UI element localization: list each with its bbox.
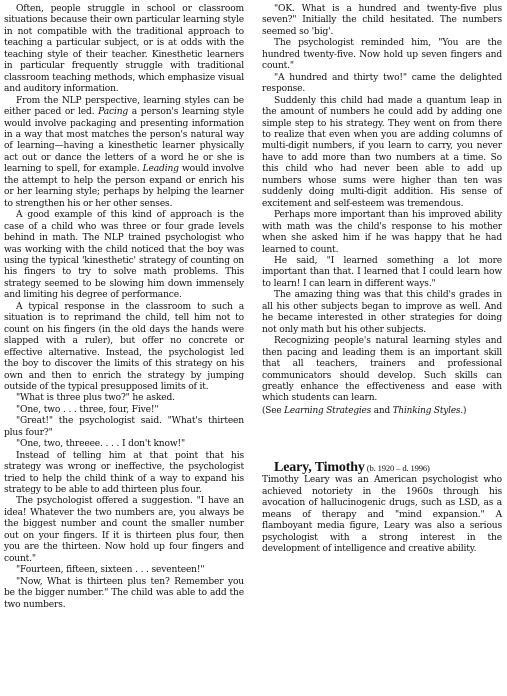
- paragraph-text: a person's learning style would involve packaging and presenting information in a way that most matches the person's natural way of learning—having a kinesthetic learner physically act out or dance the letters of a word he or she is learning to spell, for example.: [4, 107, 244, 175]
- paragraph: The amazing thing was that this child's grades in all his other subjects began to improve as well. And he became interested in other strategies for doing not only math but his other subjects.: [262, 290, 502, 335]
- paragraph: Recognizing people's natural learning styles and then pacing and leading them is an important skill that all teachers, trainers and professional communicators should develop. Such skills can greatly enhance the effectiveness and ease with which students can learn.: [262, 336, 502, 404]
- paragraph: The psychologist reminded him, "You are the hundred twenty-five. Now hold up seven fingers and count.": [262, 38, 502, 72]
- see-also-connector: and: [371, 405, 393, 416]
- left-text-column: [4, 4, 244, 611]
- dialogue-line: "A hundred and thirty two!" came the delighted response.: [262, 72, 502, 95]
- see-also-reference: [262, 406, 502, 417]
- paragraph: [4, 96, 244, 211]
- right-text-column: [262, 4, 502, 555]
- dialogue-line: "OK. What is a hundred and twenty-five plus seven?" Initially the child hesitated. The numbers seemed so 'big'.: [262, 4, 502, 37]
- paragraph: Perhaps more important than his improved ability with math was the child's response to his mother when she asked him if he was happy that he had learned to count.: [262, 210, 502, 255]
- dialogue-line: "Fourteen, fifteen, sixteen . . . seventeen!": [16, 565, 205, 576]
- paragraph: Instead of telling him at that point that his strategy was wrong or ineffective, the psychologist tried to help the child think of a way to expand his strategy to be able to add thirteen plus four.: [4, 450, 244, 496]
- emphasis-term: Leading: [142, 164, 179, 175]
- paragraph-text: would involve the attempt to help the person expand or enrich his or her learning style; perhaps by helping the learner to strengthen his or her other senses.: [4, 164, 244, 209]
- entry-name: Leary, Timothy: [274, 460, 365, 476]
- see-also-suffix: .): [460, 405, 467, 416]
- paragraph: "Now, What is thirteen plus ten? Remember you be the bigger number." The child was able to add the two numbers.: [4, 576, 244, 610]
- paragraph: A typical response in the classroom to such a situation is to reprimand the child, tell him not to count on his fingers (in the old days the hands were slapped with a ruler), but offer no concrete or effective alternative. Instead, the psychologist led the boy to discover the limits of this strategy on his own and then to enrich the strategy by jumping outside of the typical presupposed limits of it.: [4, 301, 244, 392]
- entry-dates: (b. 1920 – d. 1996): [364, 463, 430, 474]
- paragraph: The psychologist offered a suggestion. "I have an idea! Whatever the two numbers are, you always be the biggest number and count the smaller number out on your fingers. If it is thirteen plus four, then you are the thirteen. Now hold up four fingers and count.": [4, 496, 244, 564]
- paragraph-text: From the NLP perspective, learning styles can be either paced or led.: [4, 95, 244, 118]
- see-also-prefix: (See: [262, 405, 285, 416]
- paragraph-text: Often, people struggle in school or classroom situations because their own particular learning style in not compatible with the traditional approach to teaching a particular subject, or is at odds with the teaching style of their teacher. Kinesthetic learners in particular frequently struggle with traditional classroom teaching methods, which emphasize visual and auditory information.: [4, 4, 244, 95]
- dialogue-line: "One, two, threeee. . . . I don't know!": [16, 439, 186, 450]
- dialogue-line: "One, two . . . three, four, Five!": [16, 404, 159, 415]
- dialogue-line: "What is three plus two?" he asked.: [16, 393, 175, 404]
- dialogue-line: "Great!" the psychologist said. "What's thirteen plus four?": [4, 416, 244, 438]
- paragraph: He said, "I learned something a lot more important than that. I learned that I could learn how to learn! I can learn in different ways.": [262, 255, 502, 289]
- paragraph: Suddenly this child had made a quantum leap in the amount of numbers he could add by adding one simple step to his strategy. They went on from there to realize that even when you are adding columns of multi-digit numbers, if you learn to carry, you never have to add more than two numbers at a time. So this child who had never been able to add up numbers whose sums were higher than ten was suddenly doing multi-digit addition. His sense of excitement and self-esteem was tremendous.: [262, 95, 502, 209]
- cross-reference-term: Thinking Styles: [392, 405, 461, 416]
- paragraph: A good example of this kind of approach is the case of a child who was three or four grade levels behind in math. The NLP trained psychologist who was working with the child noticed that the boy was using the typical 'kinesthetic' strategy of counting on his fingers to try to solve math problems. This strategy seemed to be slowing him down immensely and limiting his degree of performance.: [4, 210, 244, 301]
- paragraph: [4, 4, 244, 96]
- entry-heading: [262, 461, 502, 475]
- cross-reference-term: Learning Strategies: [284, 405, 372, 416]
- emphasis-term: Pacing: [98, 107, 129, 118]
- encyclopedia-entry: [262, 461, 502, 555]
- entry-body: Timothy Leary was an American psychologist who achieved notoriety in the 1960s through his avocation of hallucinogenic drugs, such as LSD, as a means of therapy and "mind expansion." A flamboyant media figure, Leary was also a serious psychologist with a strong interest in the development of intelligence and creative ability.: [262, 475, 502, 555]
